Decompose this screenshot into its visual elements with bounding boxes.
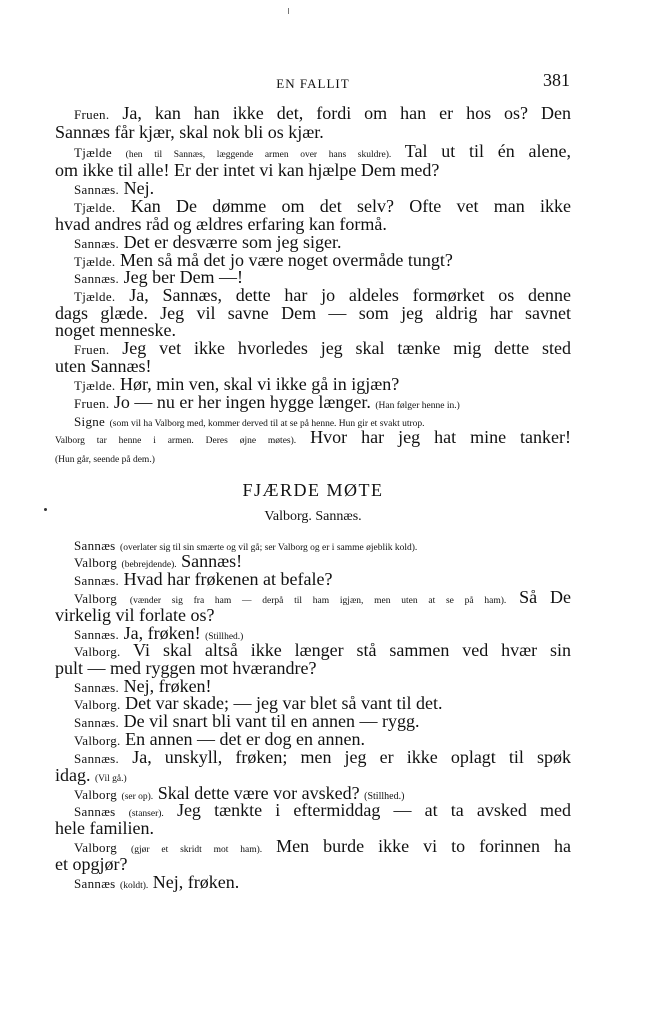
dialogue: Jo — nu er her ingen hygge længer. — [113, 392, 371, 412]
text-line — [55, 214, 571, 234]
stage-direction: (Han følger henne in.) — [375, 401, 460, 411]
dialogue: Skal dette være vor avsked? — [157, 783, 360, 803]
text-line — [55, 658, 571, 678]
stage-direction: (stanser). — [128, 809, 164, 819]
dialogue: pult — med ryggen mot hværandre? — [55, 658, 317, 678]
text-line — [74, 872, 571, 896]
scan-speck — [44, 508, 47, 511]
text-line — [55, 818, 571, 838]
dialogue: Jeg vet ikke hvorledes jeg skal tænke mig dette sted — [122, 338, 571, 358]
text-line — [55, 446, 571, 470]
dialogue: Tal ut til én alene, — [404, 141, 571, 161]
speaker: Sannæs. — [74, 236, 120, 251]
dialogue: Ja, kan han ikke det, fordi om han er hos os? Den — [122, 103, 572, 123]
dialogue: dags glæde. Jeg vil savne Dem — som jeg aldrig har savnet — [55, 303, 571, 323]
text-line — [55, 356, 571, 376]
speaker: Valborg — [74, 840, 118, 855]
speaker: Sannæs — [74, 538, 116, 553]
stage-direction: (Hun går, seende på dem.) — [55, 455, 155, 465]
dialogue: Men burde ikke vi to forinnen ha — [276, 836, 572, 856]
speaker: Valborg — [74, 591, 118, 606]
speaker: Valborg — [74, 555, 118, 570]
stage-direction: (Stillhed.) — [205, 632, 244, 642]
speaker: Valborg. — [74, 697, 121, 712]
speaker: Sannæs. — [74, 715, 120, 730]
stage-direction: (ser op). — [121, 792, 154, 802]
dialogue: Kan De dømme om det selv? Ofte vet man ikke — [130, 196, 571, 216]
speaker: Sannæs. — [74, 627, 120, 642]
text-line — [55, 160, 571, 180]
dialogue: hvad andres råd og ældres erfaring kan formå. — [55, 214, 387, 234]
page-header — [56, 70, 570, 94]
speaker: Valborg. — [74, 644, 121, 659]
speaker: Sannæs. — [74, 182, 120, 197]
dialogue: Ja, Sannæs, dette har jo aldeles formørket os denne — [129, 285, 572, 305]
stage-direction: (Vil gå.) — [95, 774, 127, 784]
dialogue: om ikke til alle! Er der intet vi kan hjælpe Dem med? — [55, 160, 440, 180]
speaker: Tjælde. — [74, 289, 116, 304]
speaker: Sannæs — [74, 876, 116, 891]
speaker: Sannæs. — [74, 751, 120, 766]
scene-subheading: Valborg. Sannæs. — [264, 509, 362, 524]
running-title: EN FALLIT — [276, 76, 350, 91]
dialogue: Men så må det jo være noget overmåde tungt? — [119, 250, 453, 270]
speaker: Valborg. — [74, 733, 121, 748]
speaker: Tjælde — [74, 145, 112, 160]
dialogue: hele familien. — [55, 818, 154, 838]
dialogue: et opgjør? — [55, 854, 128, 874]
dialogue: Ja, unskyll, frøken; men jeg er ikke oplagt til spøk — [132, 747, 572, 767]
dialogue: En annen — det er dog en annen. — [125, 729, 365, 749]
speaker: Tjælde. — [74, 200, 116, 215]
speaker: Tjælde. — [74, 254, 116, 269]
speaker: Tjælde. — [74, 378, 116, 393]
stage-direction: Valborg tar henne i armen. Deres øjne møtes). — [55, 436, 297, 446]
stage-direction: (gjør et skridt mot ham). — [131, 845, 263, 855]
speaker: Fruen. — [74, 107, 110, 122]
dialogue: Jeg ber Dem —! — [123, 267, 244, 287]
dialogue: Nej, frøken. — [152, 872, 240, 892]
dialogue: Nej. — [123, 178, 155, 198]
stage-direction: (koldt). — [120, 881, 149, 891]
speaker: Sannæs. — [74, 573, 120, 588]
dialogue: Det var skade; — jeg var blet så vant til det. — [125, 693, 443, 713]
stage-direction: (hen til Sannæs, læggende armen over hans skuldre). — [125, 150, 392, 160]
speaker: Sannæs. — [74, 680, 120, 695]
text-line — [55, 854, 571, 874]
dialogue: virkelig vil forlate os? — [55, 605, 215, 625]
stage-direction: (bebrejdende). — [121, 560, 177, 570]
speaker: Sannæs — [74, 804, 116, 819]
stage-direction: (som vil ha Valborg med, kommer derved til at se på henne. Hun gir et svakt utrop. — [109, 419, 425, 429]
text-line — [55, 605, 571, 625]
text-line — [55, 122, 571, 142]
stage-direction: (overlater sig til sin smærte og vil gå; ser Valborg og er i samme øjeblik kold). — [120, 543, 418, 553]
dialogue: Ja, frøken! — [123, 623, 201, 643]
dialogue: Hør, min ven, skal vi ikke gå in igjæn? — [119, 374, 400, 394]
dialogue: uten Sannæs! — [55, 356, 152, 376]
speaker: Signe — [74, 414, 106, 429]
speaker: Sannæs. — [74, 271, 120, 286]
dialogue: Vi skal altså ikke længer stå sammen ved hvær sin — [133, 640, 571, 660]
dialogue: Sannæs får kjær, skal nok bli os kjær. — [55, 122, 324, 142]
stage-direction: (Stillhed.) — [364, 791, 405, 802]
dialogue: De vil snart bli vant til en annen — rygg. — [123, 711, 420, 731]
speaker: Fruen. — [74, 396, 110, 411]
text-line — [55, 320, 571, 340]
dialogue: Sannæs! — [181, 551, 243, 571]
page-number: 381 — [543, 70, 570, 90]
dialogue: Det er desværre som jeg siger. — [123, 232, 342, 252]
dialogue: Nej, frøken! — [123, 676, 212, 696]
dialogue: noget menneske. — [55, 320, 176, 340]
dialogue: Hvor har jeg hat mine tanker! — [310, 427, 572, 447]
scene-heading: FJÆRDE MØTE — [242, 480, 384, 500]
dialogue: Jeg tænkte i eftermiddag — at ta avsked med — [176, 800, 572, 820]
dialogue: Så De — [519, 587, 572, 607]
dialogue: Hvad har frøkenen at befale? — [123, 569, 333, 589]
speaker: Valborg — [74, 787, 118, 802]
speaker: Fruen. — [74, 342, 110, 357]
scan-mark — [288, 8, 289, 14]
dialogue: idag. — [55, 765, 91, 785]
stage-direction: (vænder sig fra ham — derpå til ham igjæn, men uten at se på ham). — [129, 596, 507, 606]
